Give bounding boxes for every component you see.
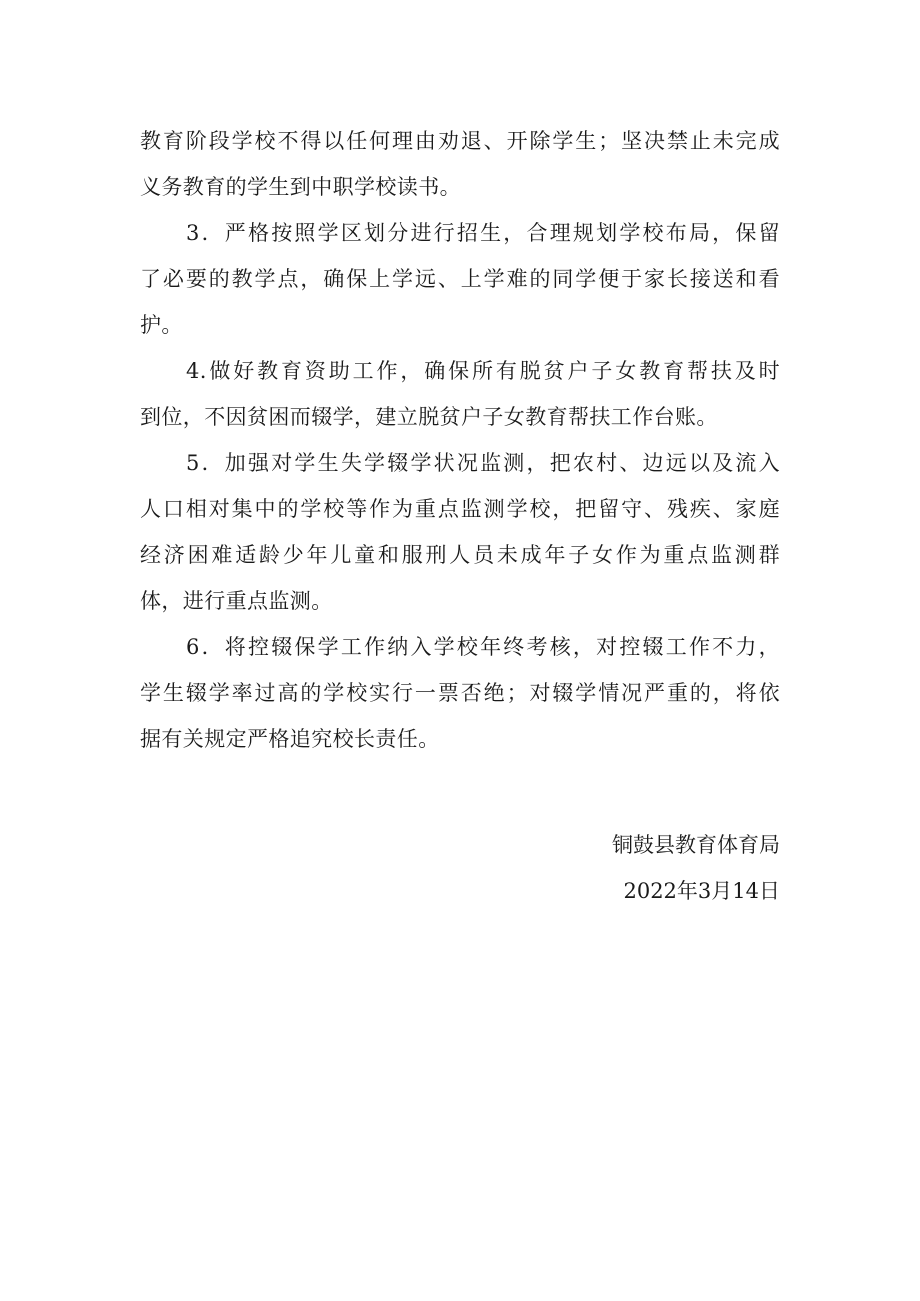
item-5-line: 5．加强对学生失学辍学状况监测，把农村、边远以及流入	[186, 451, 780, 475]
signature-block	[612, 822, 780, 914]
text-line: 到位，不因贫困而辍学，建立脱贫户子女教育帮扶工作台账。	[140, 405, 718, 429]
text-line: 经济困难适龄少年儿童和服刑人员未成年子女作为重点监测群	[140, 543, 780, 567]
signature-date: 2022年3月14日	[623, 879, 780, 903]
document-body	[140, 118, 780, 762]
text-line: 教育阶段学校不得以任何理由劝退、开除学生；坚决禁止未完成	[140, 129, 780, 153]
text-line: 了必要的教学点，确保上学远、上学难的同学便于家长接送和看	[140, 267, 780, 291]
text-line: 学生辍学率过高的学校实行一票否绝；对辍学情况严重的，将依	[140, 681, 780, 705]
text-line: 体，进行重点监测。	[140, 589, 333, 613]
text-line: 据有关规定严格追究校长责任。	[140, 727, 440, 751]
item-6-line: 6．将控辍保学工作纳入学校年终考核，对控辍工作不力，	[186, 635, 780, 659]
item-4-line: 4.做好教育资助工作，确保所有脱贫户子女教育帮扶及时	[186, 359, 780, 383]
item-3-line: 3．严格按照学区划分进行招生，合理规划学校布局，保留	[186, 221, 780, 245]
text-line: 人口相对集中的学校等作为重点监测学校，把留守、残疾、家庭	[140, 497, 780, 521]
signature-organization: 铜鼓县教育体育局	[612, 833, 780, 857]
text-line: 义务教育的学生到中职学校读书。	[140, 175, 461, 199]
text-line: 护。	[140, 313, 183, 337]
